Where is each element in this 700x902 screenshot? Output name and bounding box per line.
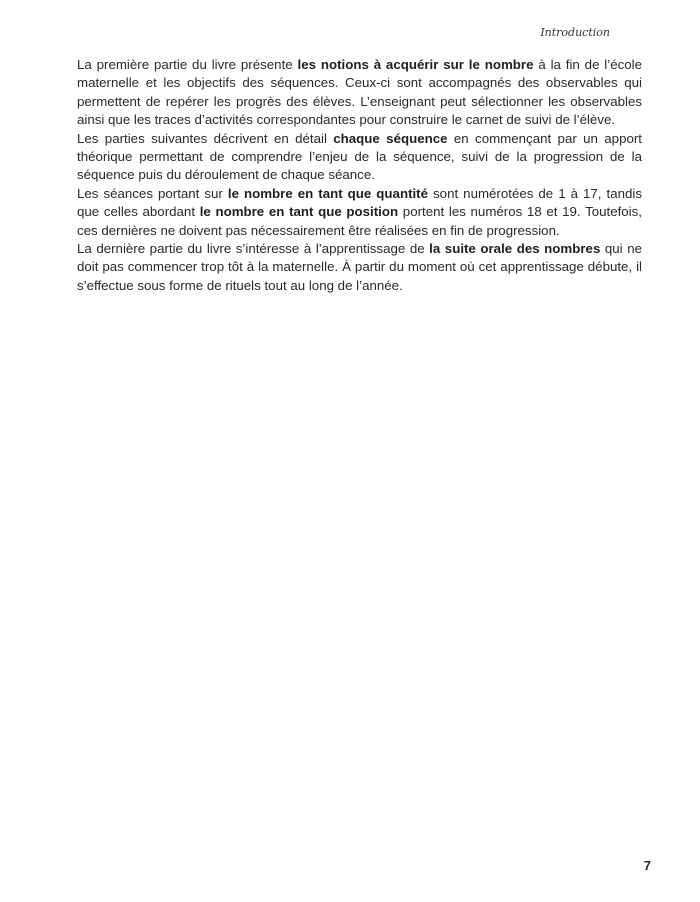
emphasis-text: la suite orale des nombres [429, 241, 601, 257]
paragraph-text: La première partie du livre présente [77, 57, 298, 72]
paragraph-sequences [77, 130, 642, 185]
emphasis-text: le nombre en tant que quantité [227, 185, 429, 201]
paragraph-text: Les parties suivantes décrivent en détail [77, 130, 334, 146]
paragraph-text: qui ne doit pas commencer trop tôt à la maternelle. À partir du moment où cet apprentissage débute, il s’effectue sous forme de rituels tout au long de l’année. [77, 241, 642, 293]
emphasis-text: chaque séquence [333, 130, 448, 146]
paragraph-text: Les séances portant sur [77, 185, 228, 201]
introduction-body [77, 56, 642, 295]
paragraph-text: sont numérotées de 1 à 17, tandis que celles abordant [77, 185, 642, 220]
emphasis-text: le nombre en tant que position [199, 204, 399, 220]
running-head: Introduction [540, 26, 610, 39]
page-number: 7 [643, 858, 651, 873]
paragraph-text: à la fin de l’école maternelle et les objectifs des séquences. Ceux-ci sont accompagnés des observables qui permettent de repérer les progrès des élèves. L’enseignant peut sélectionner les observables ainsi que les traces d’activités correspondantes pour construire le carnet de suivi de l’élève. [77, 57, 642, 128]
paragraph-text: portent les numéros 18 et 19. Toutefois, ces dernières ne doivent pas nécessairement être réalisées en fin de progression. [77, 204, 642, 238]
paragraph-session-numbering [77, 185, 642, 240]
paragraph-book-overview [77, 56, 642, 130]
paragraph-text: en commençant par un apport théorique permettant de comprendre l’enjeu de la séquence, suivi de la progression de la séquence puis du déroulement de chaque séance. [77, 130, 642, 183]
paragraph-oral-sequence [77, 240, 642, 295]
paragraph-text: La dernière partie du livre s’intéresse à l’apprentissage de [77, 241, 430, 257]
emphasis-text: les notions à acquérir sur le nombre [297, 57, 534, 72]
